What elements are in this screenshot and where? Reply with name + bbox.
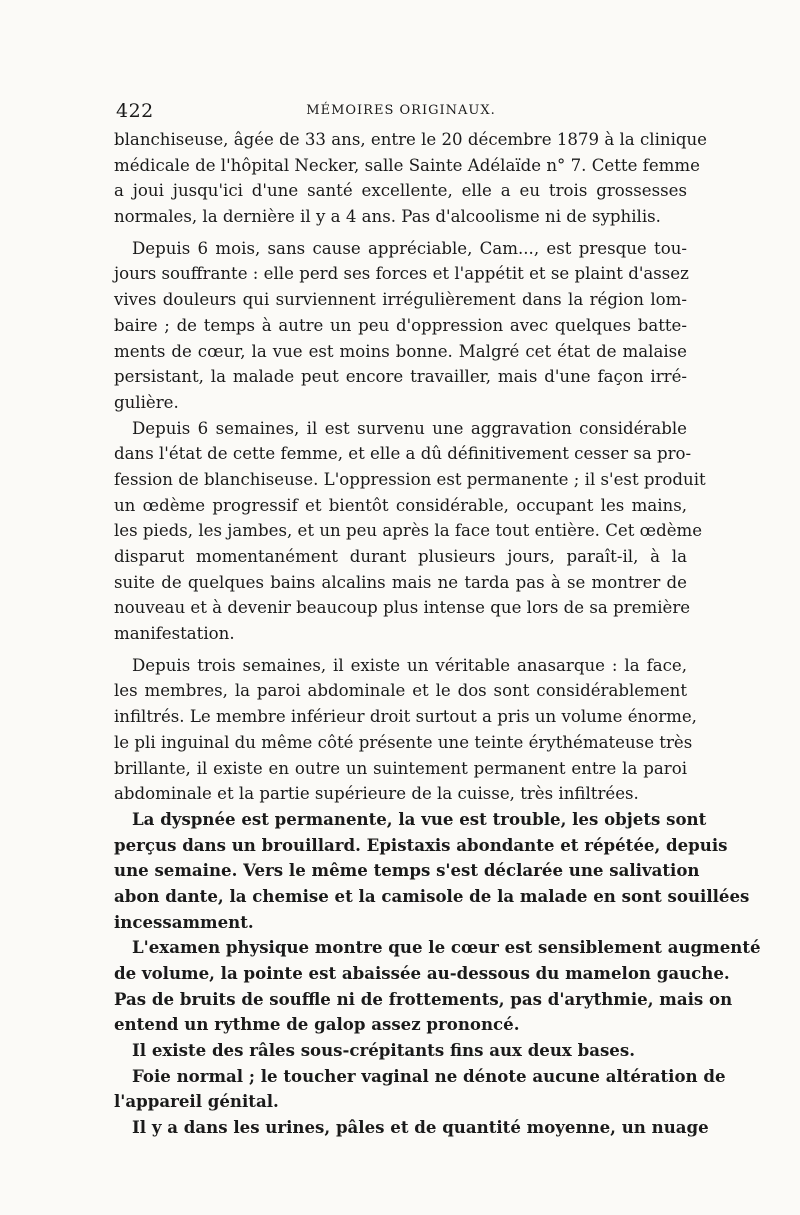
text-line: L'examen physique montre que le cœur est sensiblement augmenté (132, 937, 761, 958)
text-line: l'appareil génital. (114, 1091, 279, 1112)
text-line: normales, la dernière il y a 4 ans. Pas d'alcoolisme ni de syphilis. (114, 207, 661, 227)
text-line: Pas de bruits de souffle ni de frottements, pas d'arythmie, mais on (114, 988, 733, 1009)
text-line: manifestation. (114, 624, 235, 644)
paragraph (114, 1115, 709, 1141)
text-line: les pieds, les jambes, et un peu après la face tout entière. Cet œdème (114, 521, 703, 541)
paragraph (114, 653, 697, 807)
text-line: abdominale et la partie supérieure de la cuisse, très infiltrées. (114, 784, 639, 804)
text-line: Il existe des râles sous-crépitants fins aux deux bases. (132, 1040, 635, 1061)
text-line: persistant, la malade peut encore travailler, mais d'une façon irré- (114, 367, 687, 387)
text-line: La dyspnée est permanente, la vue est trouble, les objets sont (132, 808, 707, 829)
text-line: blanchiseuse, âgée de 33 ans, entre le 20 décembre 1879 à la clinique (114, 130, 707, 149)
text-line: une semaine. Vers le même temps s'est déclarée une salivation (114, 860, 700, 881)
text-line: dans l'état de cette femme, et elle a dû définitivement cesser sa pro- (114, 444, 692, 464)
paragraph (114, 807, 750, 935)
text-line: suite de quelques bains alcalins mais ne tarda pas à se montrer de (114, 572, 687, 592)
text-line: Depuis 6 semaines, il est survenu une aggravation considérable (132, 418, 687, 438)
page-header (116, 100, 686, 124)
text-line: entend un rythme de galop assez prononcé. (114, 1014, 520, 1035)
text-line: ments de cœur, la vue est moins bonne. Malgré cet état de malaise (114, 341, 687, 361)
text-line: brillante, il existe en outre un suintement permanent entre la paroi (114, 758, 687, 778)
text-line: disparut momentanément durant plusieurs jours, paraît-il, à la (114, 547, 687, 566)
paragraph (114, 935, 761, 1038)
text-line: abon dante, la chemise et la camisole de la malade en sont souillées (114, 885, 750, 906)
text-line: un œdème progressif et bientôt considérable, occupant les mains, (114, 495, 687, 515)
text-line: Depuis 6 mois, sans cause appréciable, Cam..., est presque tou- (132, 238, 687, 258)
paragraph (114, 127, 707, 230)
text-line: Depuis trois semaines, il existe un véritable anasarque : la face, (132, 655, 687, 675)
text-line: fession de blanchiseuse. L'oppression est permanente ; il s'est produit (114, 469, 706, 489)
body-text (114, 127, 761, 1141)
text-line: vives douleurs qui surviennent irrégulièrement dans la région lom- (114, 290, 687, 310)
text-line: Foie normal ; le toucher vaginal ne dénote aucune altération de (132, 1065, 726, 1086)
text-line: nouveau et à devenir beaucoup plus intense que lors de sa première (114, 598, 691, 618)
text-line: Il y a dans les urines, pâles et de quantité moyenne, un nuage (132, 1117, 709, 1138)
paragraph (114, 1038, 687, 1064)
text-line: médicale de l'hôpital Necker, salle Sainte Adélaïde n° 7. Cette femme (114, 155, 700, 175)
text-line: baire ; de temps à autre un peu d'oppression avec quelques batte- (114, 315, 687, 335)
text-line: gulière. (114, 392, 179, 412)
paragraph (114, 1064, 726, 1115)
paragraph (114, 416, 706, 647)
text-line: incessamment. (114, 911, 254, 932)
text-line: les membres, la paroi abdominale et le dos sont considérablement (114, 681, 687, 701)
text-line: perçus dans un brouillard. Epistaxis abondante et répétée, depuis (114, 834, 728, 855)
text-line: de volume, la pointe est abaissée au-dessous du mamelon gauche. (114, 963, 730, 983)
paragraph (114, 236, 687, 416)
page-number: 422 (116, 100, 154, 122)
text-line: jours souffrante : elle perd ses forces et l'appétit et se plaint d'assez (114, 264, 689, 284)
text-line: infiltrés. Le membre inférieur droit surtout a pris un volume énorme, (114, 707, 697, 727)
text-line: le pli inguinal du même côté présente une teinte érythémateuse très (114, 732, 693, 752)
running-head: MÉMOIRES ORIGINAUX. (306, 103, 496, 118)
text-line: a joui jusqu'ici d'une santé excellente, elle a eu trois grossesses (114, 181, 687, 201)
